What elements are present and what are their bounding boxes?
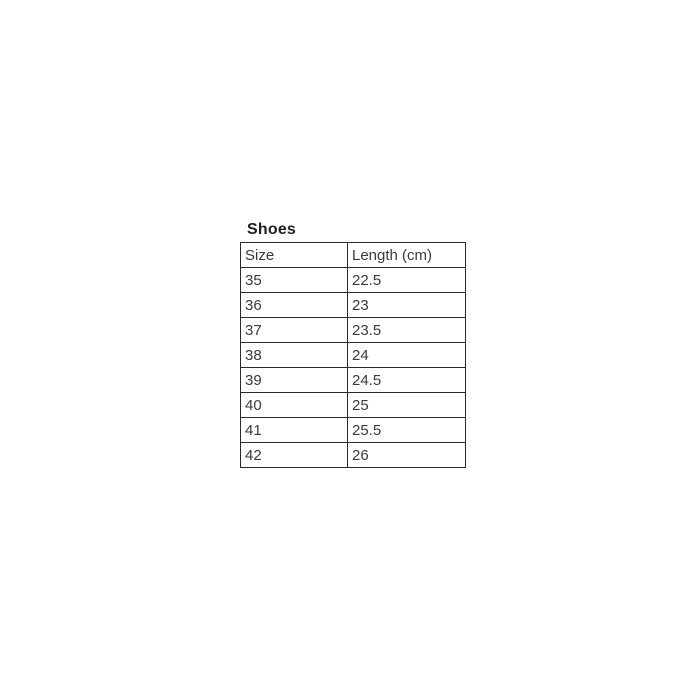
table-row xyxy=(241,318,466,343)
shoes-table-block xyxy=(240,221,465,468)
shoe-size-table xyxy=(240,242,466,468)
column-header-length: Length (cm) xyxy=(348,243,466,268)
table-row xyxy=(241,393,466,418)
size-cell: 36 xyxy=(241,293,348,318)
size-cell: 41 xyxy=(241,418,348,443)
length-cell: 22.5 xyxy=(348,268,466,293)
size-cell: 42 xyxy=(241,443,348,468)
length-cell: 24 xyxy=(348,343,466,368)
table-row xyxy=(241,368,466,393)
table-body xyxy=(241,268,466,468)
size-cell: 35 xyxy=(241,268,348,293)
length-cell: 26 xyxy=(348,443,466,468)
size-cell: 37 xyxy=(241,318,348,343)
table-row xyxy=(241,418,466,443)
length-cell: 24.5 xyxy=(348,368,466,393)
table-row xyxy=(241,343,466,368)
length-cell: 23.5 xyxy=(348,318,466,343)
table-header-row xyxy=(241,243,466,268)
table-row xyxy=(241,443,466,468)
table-row xyxy=(241,293,466,318)
column-header-size: Size xyxy=(241,243,348,268)
size-cell: 40 xyxy=(241,393,348,418)
length-cell: 25.5 xyxy=(348,418,466,443)
size-cell: 39 xyxy=(241,368,348,393)
table-title: Shoes xyxy=(247,221,297,238)
size-cell: 38 xyxy=(241,343,348,368)
table-row xyxy=(241,268,466,293)
length-cell: 23 xyxy=(348,293,466,318)
length-cell: 25 xyxy=(348,393,466,418)
